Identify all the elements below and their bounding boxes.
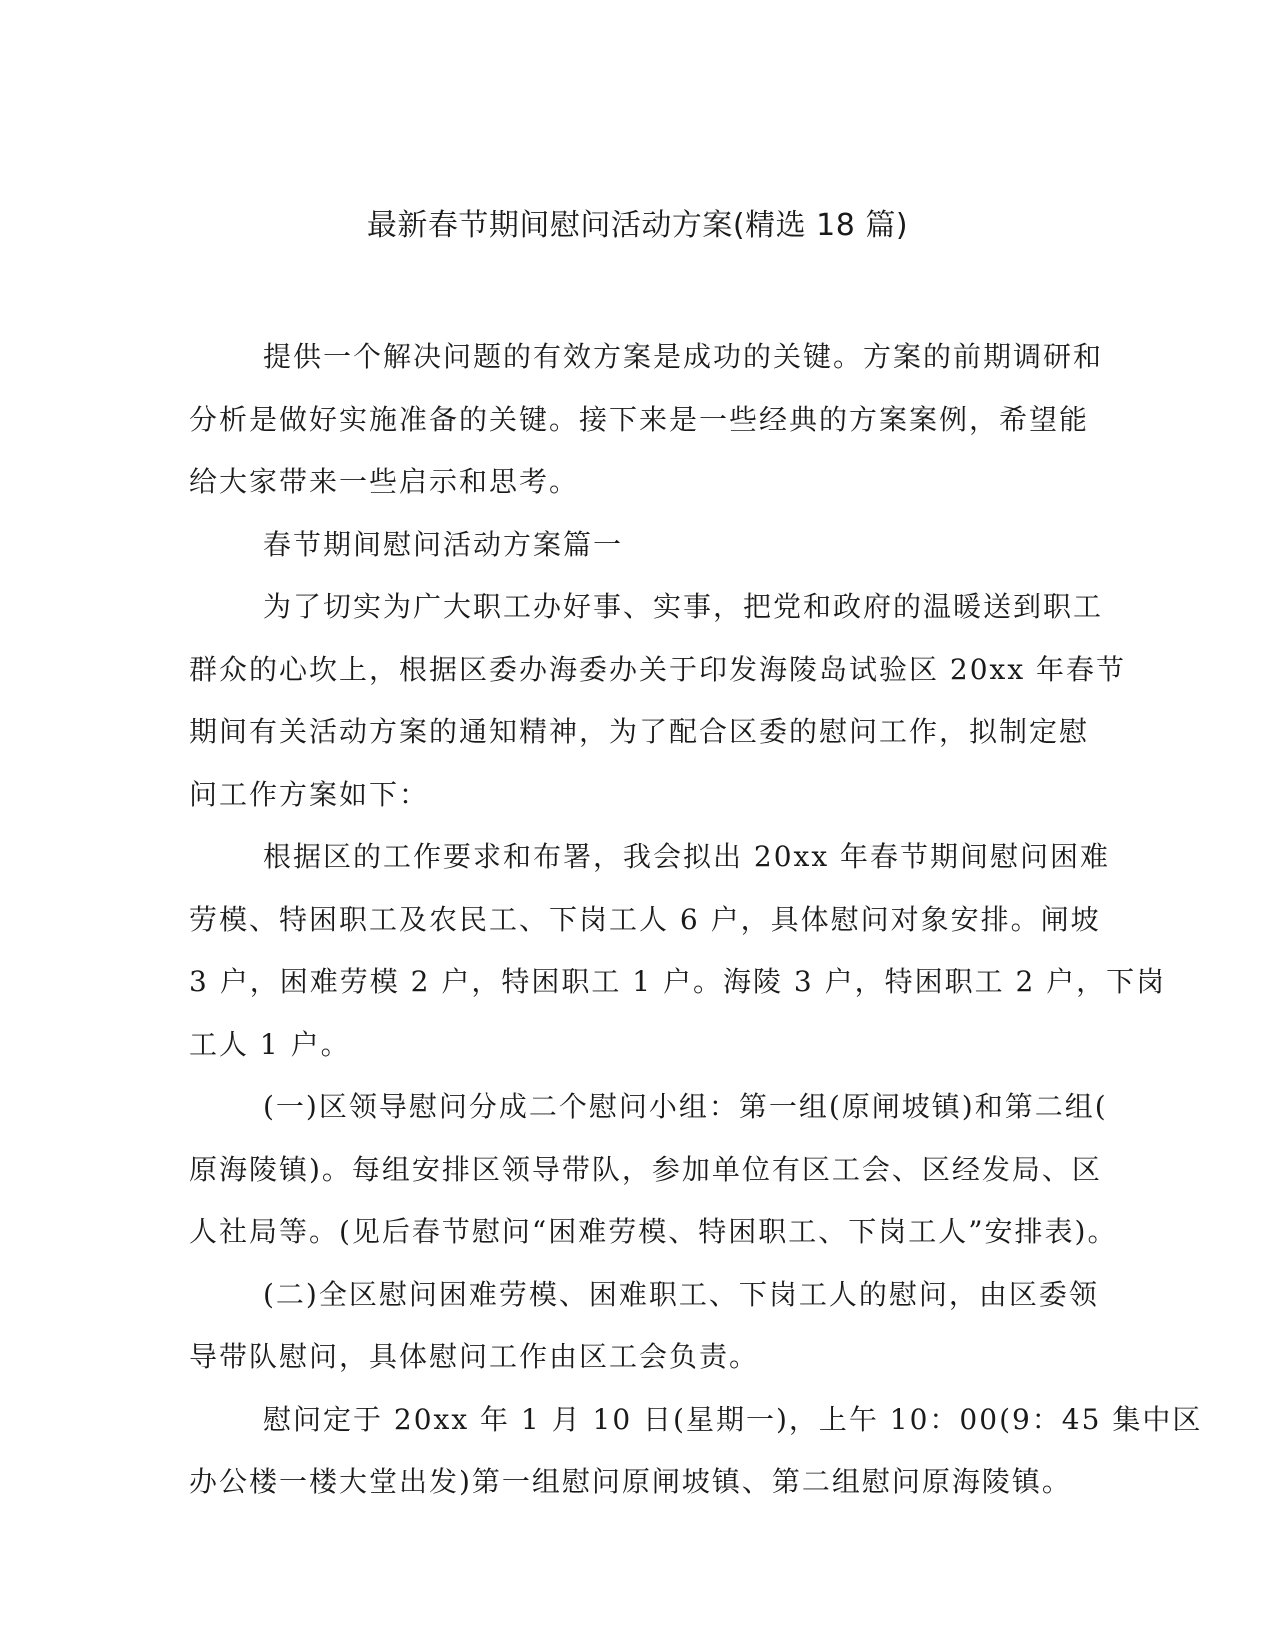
paragraph <box>189 576 1127 826</box>
paragraph-line: 办公楼一楼大堂出发)第一组慰问原闸坡镇、第二组慰问原海陵镇。 <box>189 1465 1072 1498</box>
paragraph-line: 3 户，困难劳模 2 户，特困职工 1 户。海陵 3 户，特困职工 2 户，下岗 <box>189 965 1167 998</box>
paragraph-line: 期间有关活动方案的通知精神，为了配合区委的慰问工作，拟制定慰 <box>189 715 1090 748</box>
paragraph-line: 为了切实为广大职工办好事、实事，把党和政府的温暖送到职工 <box>263 590 1104 623</box>
paragraph-line: 慰问定于 20xx 年 1 月 10 日(星期一)，上午 10：00(9：45 集中区 <box>263 1402 1203 1436</box>
paragraph-line: 导带队慰问，具体慰问工作由区工会负责。 <box>189 1340 760 1373</box>
paragraph-line: 分析是做好实施准备的关键。接下来是一些经典的方案案例，希望能 <box>189 402 1090 436</box>
paragraph-line: 群众的心坎上，根据区委办海委办关于印发海陵岛试验区 20xx 年春节 <box>189 652 1127 686</box>
paragraph-line: (二)全区慰问困难劳模、困难职工、下岗工人的慰问，由区委领 <box>263 1277 1099 1311</box>
document-title: 最新春节期间慰问活动方案(精选 18 篇) <box>366 208 909 243</box>
paragraph-line: 工人 1 户。 <box>189 1027 351 1061</box>
paragraph <box>189 826 1167 1076</box>
paragraph-line: 原海陵镇)。每组安排区领导带队，参加单位有区工会、区经发局、区 <box>189 1152 1102 1186</box>
paragraph-line: 人社局等。(见后春节慰问“困难劳模、特困职工、下岗工人”安排表)。 <box>189 1215 1118 1248</box>
paragraph <box>189 514 1079 577</box>
paragraph-line: 提供一个解决问题的有效方案是成功的关键。方案的前期调研和 <box>263 340 1104 373</box>
paragraph-line: (一)区领导慰问分成二个慰问小组：第一组(原闸坡镇)和第二组( <box>263 1090 1108 1123</box>
paragraph <box>189 1264 1099 1389</box>
paragraph-line: 春节期间慰问活动方案篇一 <box>263 527 624 561</box>
paragraph <box>189 1389 1203 1514</box>
paragraph-line: 劳模、特困职工及农民工、下岗工人 6 户，具体慰问对象安排。闸坡 <box>189 902 1101 936</box>
document-body <box>189 326 1203 1514</box>
paragraph-line: 问工作方案如下： <box>189 777 430 811</box>
paragraph-line: 给大家带来一些启示和思考。 <box>189 465 580 498</box>
paragraph <box>189 1076 1118 1264</box>
paragraph <box>189 326 1104 514</box>
paragraph-line: 根据区的工作要求和布署，我会拟出 20xx 年春节期间慰问困难 <box>263 840 1111 873</box>
